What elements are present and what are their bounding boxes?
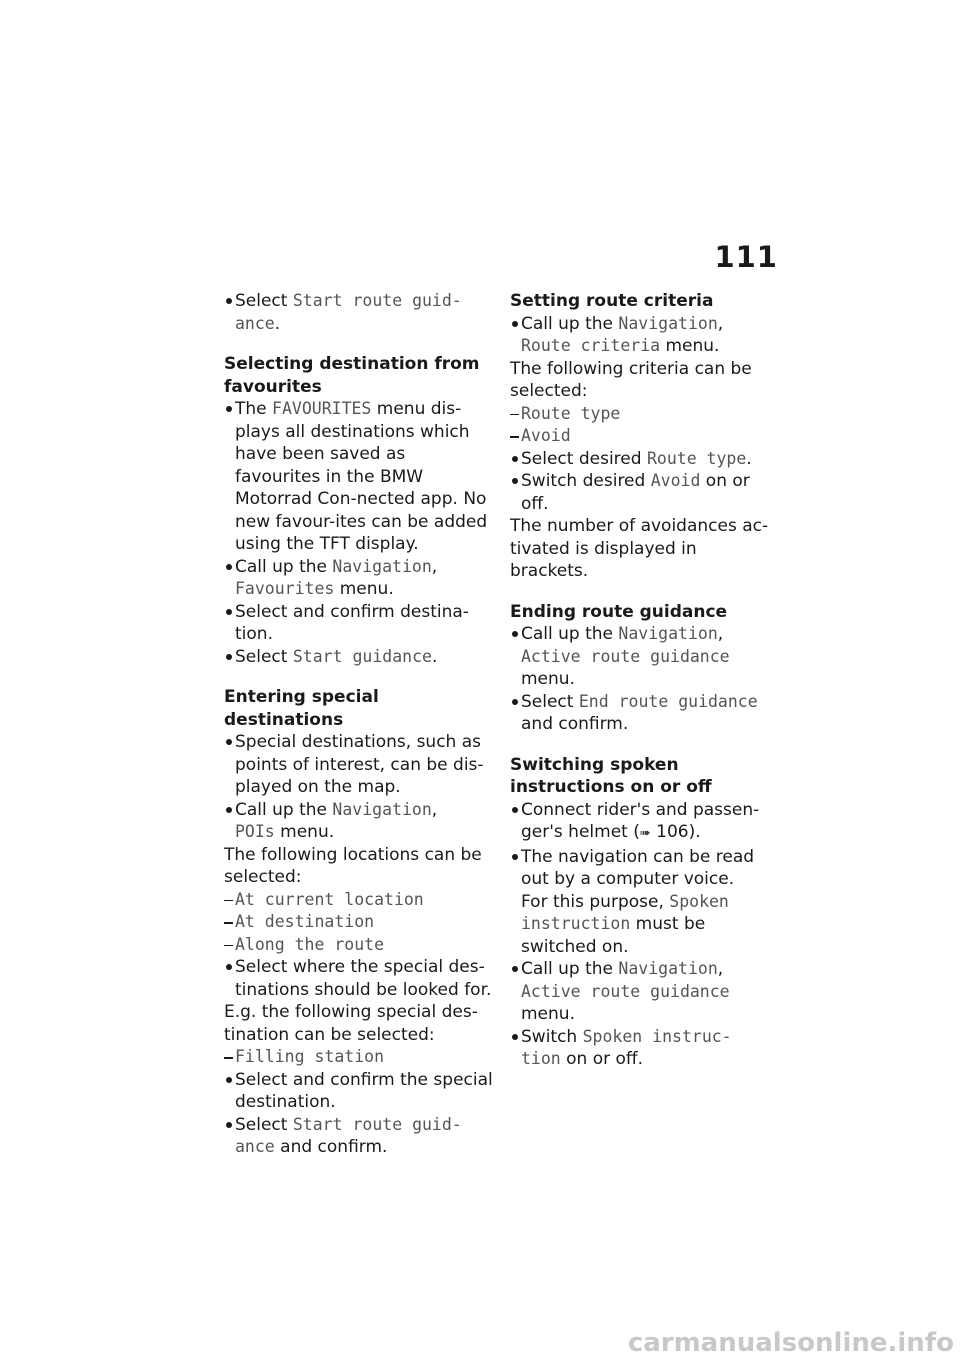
dash-item: At destination xyxy=(224,911,494,934)
list-item: Call up the Navigation, Favourites menu. xyxy=(224,556,494,601)
paragraph: The following locations can be selected: xyxy=(224,844,482,887)
left-column xyxy=(224,290,494,1159)
page-number: 111 xyxy=(714,240,778,274)
footer-watermark: carmanualsonline.info xyxy=(627,1328,954,1358)
list-item: Switch desired Avoid on or off. xyxy=(510,470,780,515)
list-item: Select Start route guid- ance. xyxy=(224,290,494,335)
paragraph: The following criteria can be selected: xyxy=(510,358,752,401)
section-heading: Setting route criteria xyxy=(510,291,714,311)
list-item: The navigation can be read out by a computer voice. For this purpose, Spoken instruction must be switched on. xyxy=(510,846,780,959)
dash-item: Along the route xyxy=(224,934,494,957)
list-item: Switch Spoken instruc- tion on or off. xyxy=(510,1026,780,1071)
dash-item: At current location xyxy=(224,889,494,912)
dash-item: Avoid xyxy=(510,425,780,448)
right-column xyxy=(510,290,780,1071)
section-heading: Entering special destinations xyxy=(224,687,379,730)
list-item: Call up the Navigation, Active route guidance menu. xyxy=(510,623,780,691)
paragraph: The number of avoidances ac-tivated is displayed in brackets. xyxy=(510,516,769,581)
list-item: Select End route guidance and confirm. xyxy=(510,691,780,736)
dash-item: Route type xyxy=(510,403,780,426)
list-item: Call up the Navigation, Route criteria menu. xyxy=(510,313,780,358)
list-item: Special destinations, such as points of interest, can be dis-played on the map. xyxy=(224,731,494,799)
section-heading: Ending route guidance xyxy=(510,601,728,622)
section-heading: Selecting destination from favourites xyxy=(224,354,480,397)
list-item: Select desired Route type. xyxy=(510,448,780,471)
list-item: Call up the Navigation, Active route guidance menu. xyxy=(510,958,780,1026)
list-item: Select and confirm the special destination. xyxy=(224,1069,494,1114)
paragraph: E.g. the following special des-tination can be selected: xyxy=(224,1002,478,1045)
section-heading: Switching spoken instructions on or off xyxy=(510,754,712,797)
list-item: Select Start guidance. xyxy=(224,646,494,669)
list-item: The FAVOURITES menu dis-plays all destinations which have been saved as favourites in the BMW Motorrad Con-nected app. No new favour-ites can be added using the TFT display. xyxy=(224,398,494,556)
list-item: Select and confirm destina-tion. xyxy=(224,601,494,646)
page-reference-arrow-icon: ➠ xyxy=(639,826,651,841)
list-item: Select Start route guid- ance and confirm. xyxy=(224,1114,494,1159)
list-item: Connect rider's and passen-ger's helmet (➠ 106). xyxy=(510,799,780,846)
list-item: Call up the Navigation, POIs menu. xyxy=(224,799,494,844)
dash-item: Filling station xyxy=(224,1046,494,1069)
list-item: Select where the special des-tinations should be looked for. xyxy=(224,956,494,1001)
